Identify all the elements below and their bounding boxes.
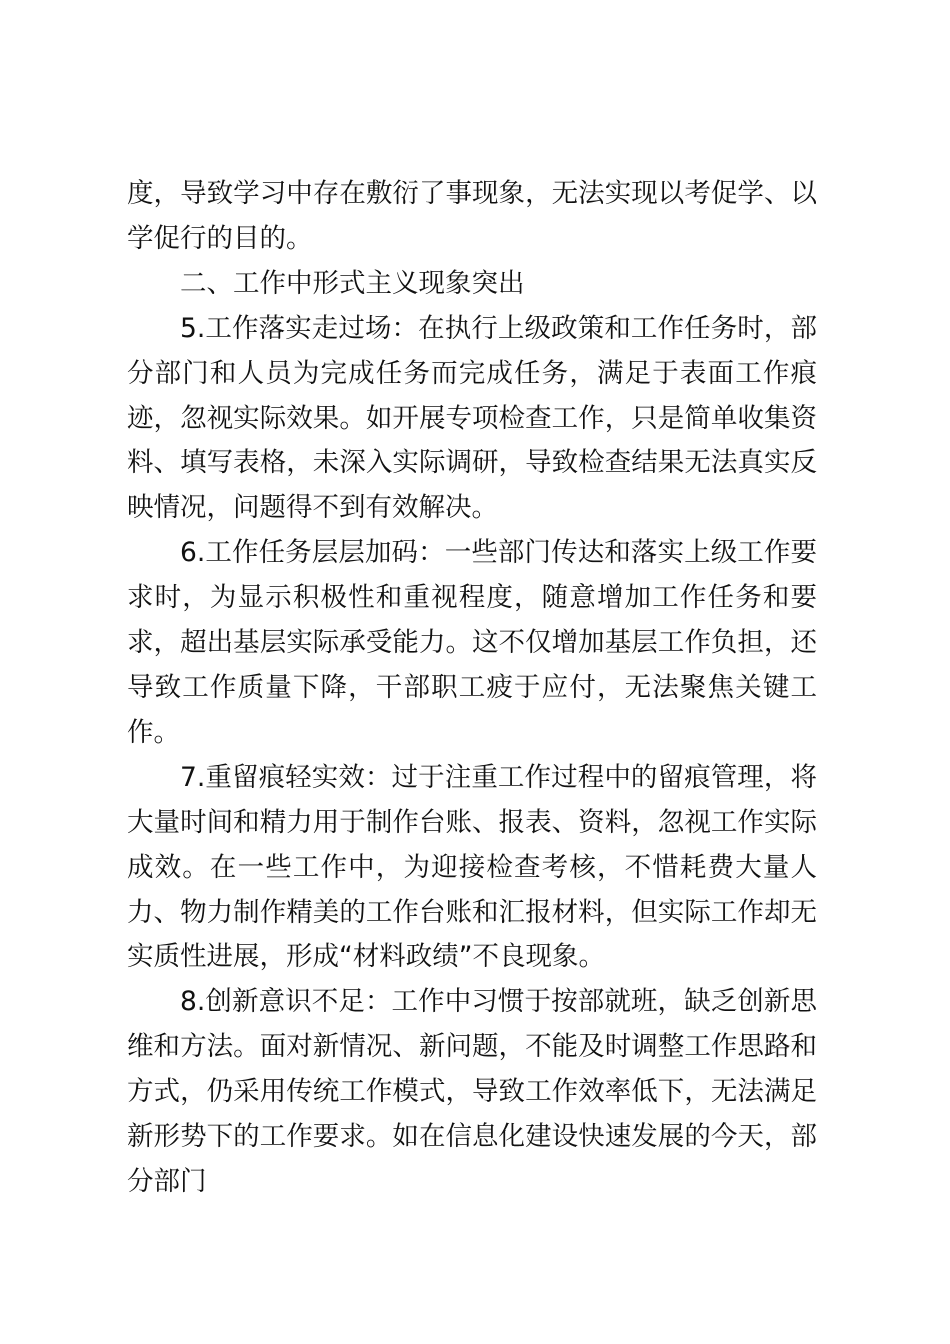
document-body — [127, 172, 817, 1205]
paragraph-item-5: 5.工作落实走过场：在执行上级政策和工作任务时，部分部门和人员为完成任务而完成任务，满足于表面工作痕迹，忽视实际效果。如开展专项检查工作，只是简单收集资料、填写表格，未深入实际调研，导致检查结果无法真实反映情况，问题得不到有效解决。 — [127, 312, 817, 524]
paragraph-item-8: 8.创新意识不足：工作中习惯于按部就班，缺乏创新思维和方法。面对新情况、新问题，不能及时调整工作思路和方式，仍采用传统工作模式，导致工作效率低下，无法满足新形势下的工作要求。如在信息化建设快速发展的今天，部分部门 — [127, 986, 817, 1197]
paragraph-item-6: 6.工作任务层层加码：一些部门传达和落实上级工作要求时，为显示积极性和重视程度，随意增加工作任务和要求，超出基层实际承受能力。这不仅增加基层工作负担，还导致工作质量下降，干部职工疲于应付，无法聚焦关键工作。 — [127, 537, 817, 748]
section-heading: 二、工作中形式主义现象突出 — [180, 267, 525, 299]
paragraph-continuation: 度，导致学习中存在敷衍了事现象，无法实现以考促学、以学促行的目的。 — [127, 178, 817, 254]
paragraph-item-7: 7.重留痕轻实效：过于注重工作过程中的留痕管理，将大量时间和精力用于制作台账、报表、资料，忽视工作实际成效。在一些工作中，为迎接检查考核，不惜耗费大量人力、物力制作精美的工作台账和汇报材料，但实际工作却无实质性进展，形成“材料政绩”不良现象。 — [127, 761, 817, 973]
